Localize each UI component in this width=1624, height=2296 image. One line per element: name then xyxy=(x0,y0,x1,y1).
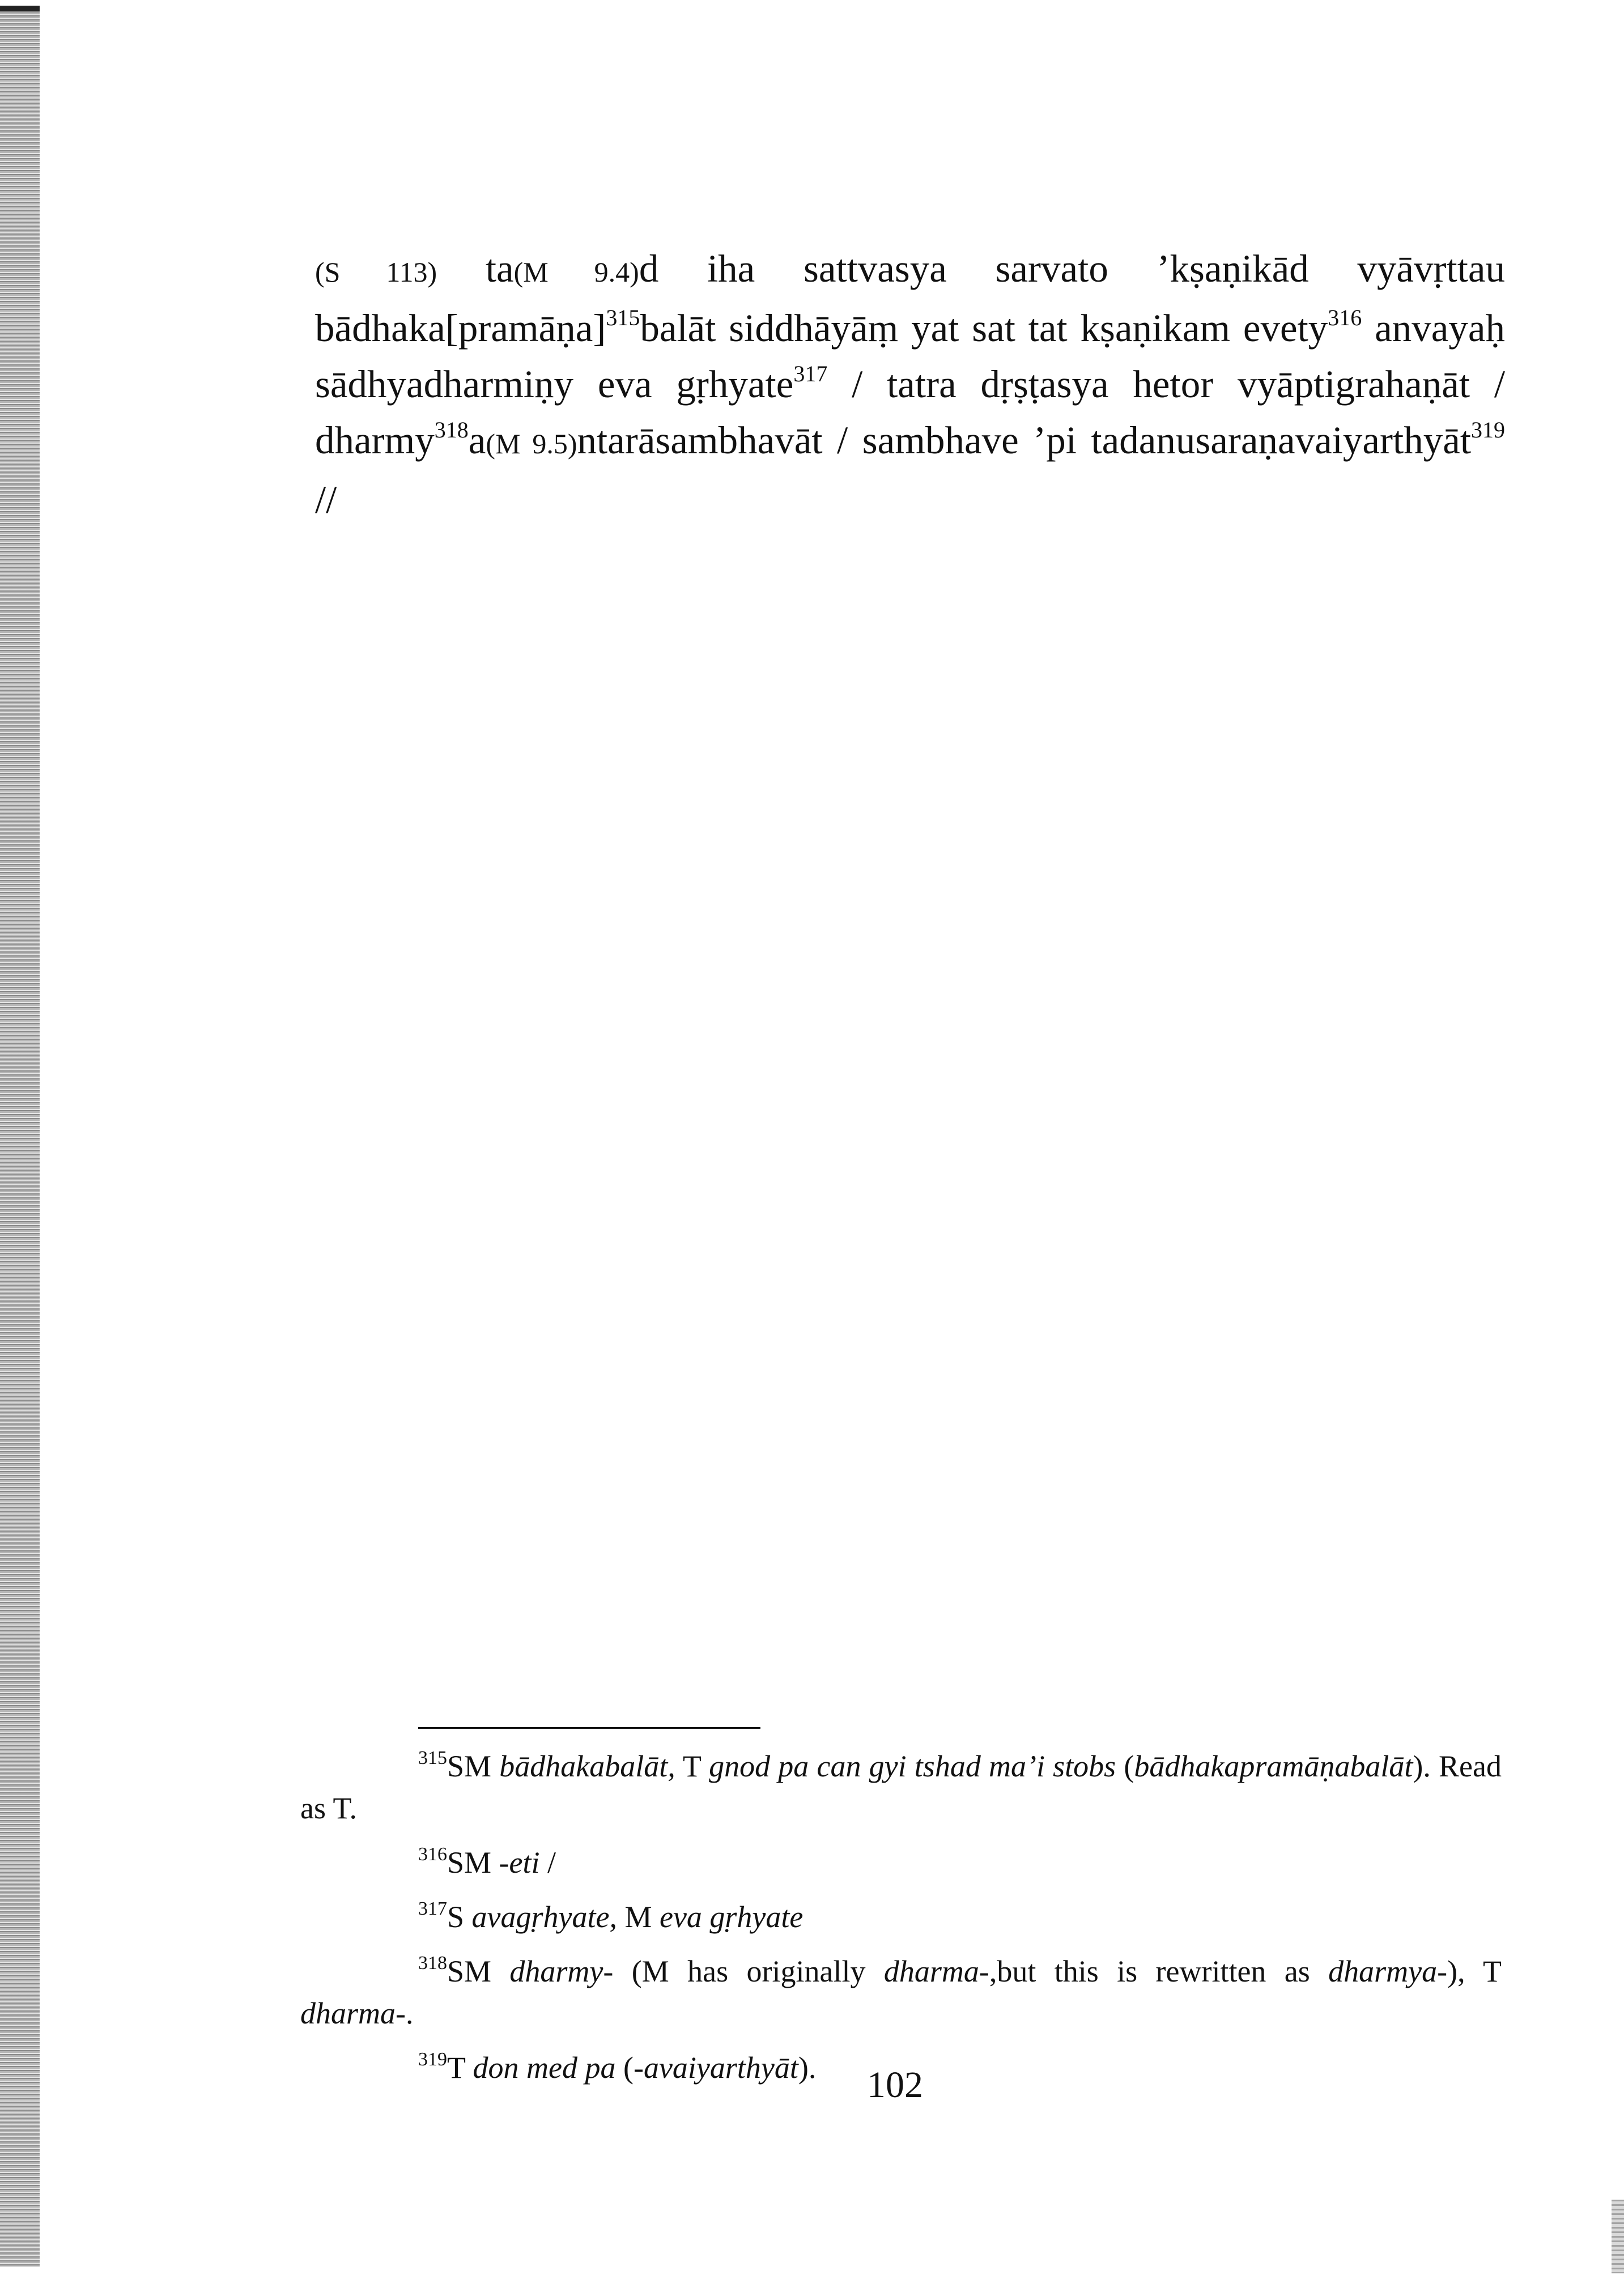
footnote-marker: 317 xyxy=(793,361,828,386)
footnote-text: (M has originally xyxy=(613,1954,884,1988)
footnote-italic-text: bādhakapramāṇabalāt xyxy=(1134,1749,1413,1783)
footnote-text: SM - xyxy=(447,1846,509,1880)
scan-edge-right xyxy=(1612,2200,1624,2273)
footnote-text: S xyxy=(447,1900,472,1934)
footnote-italic-text: gnod pa can gyi tshad ma’i stobs xyxy=(709,1749,1116,1783)
footnote-italic-text: don med pa xyxy=(473,2051,616,2085)
footnote-italic-text: avagṛhyate, xyxy=(471,1900,617,1934)
footnote-text: M xyxy=(617,1900,660,1934)
footnote-marker: 315 xyxy=(606,305,640,330)
footnote-italic-text: dharmya- xyxy=(1328,1954,1448,1988)
text-segment: ta xyxy=(437,247,514,290)
footnote-number: 316 xyxy=(418,1844,447,1865)
footnote-italic-text: dharma- xyxy=(883,1954,989,1988)
footnote-italic-text: eti xyxy=(509,1846,540,1880)
scan-edge-left xyxy=(0,11,40,2267)
footnote-number: 319 xyxy=(418,2049,447,2070)
footnote-italic-text: dharmy- xyxy=(509,1954,614,1988)
footnotes-section xyxy=(300,1745,1502,2101)
footnote-number: 318 xyxy=(418,1953,447,1974)
source-reference: (M 9.5) xyxy=(486,428,577,460)
page-number: 102 xyxy=(867,2064,923,2106)
footnote-text: / xyxy=(539,1846,556,1880)
source-reference: (M 9.4) xyxy=(513,256,639,288)
text-segment: a xyxy=(468,419,486,462)
footnote-text: ). xyxy=(798,2051,817,2085)
footnote-number: 315 xyxy=(418,1747,447,1768)
main-paragraph xyxy=(315,241,1505,528)
footnote-text: ,but this is rewritten as xyxy=(989,1954,1329,1988)
footnote xyxy=(300,1950,1502,2034)
footnote-text: (- xyxy=(615,2051,644,2085)
text-segment: anvayaḥ sādhyadharmiṇy eva gṛhyate xyxy=(315,307,1505,406)
footnote xyxy=(300,1745,1502,1829)
footnote-text: SM xyxy=(447,1749,500,1783)
source-reference: (S 113) xyxy=(315,256,437,288)
footnote-marker: 318 xyxy=(434,417,469,443)
footnote-italic-text: bādhakabalāt, xyxy=(499,1749,675,1783)
footnote-number: 317 xyxy=(418,1898,447,1919)
footnote-text: T xyxy=(675,1749,709,1783)
footnote-text: SM xyxy=(447,1954,510,1988)
footnote-text: ), T xyxy=(1447,1954,1502,1988)
footnote-italic-text: avaiyarthyāt xyxy=(643,2051,798,2085)
scan-edge-top xyxy=(0,6,40,11)
footnote-italic-text: eva gṛhyate xyxy=(659,1900,804,1934)
footnote-text: . xyxy=(406,1996,414,2030)
footnote-separator xyxy=(418,1727,760,1729)
text-segment: balāt siddhāyāṃ yat sat tat kṣaṇikam evety xyxy=(640,307,1328,350)
footnote-text: ). Read as T. xyxy=(300,1749,1502,1825)
footnote xyxy=(300,1842,1502,1883)
footnote-marker: 319 xyxy=(1471,417,1505,443)
footnote-marker: 316 xyxy=(1328,305,1362,330)
footnote-text: ( xyxy=(1116,1749,1134,1783)
footnote-text: T xyxy=(447,2051,473,2085)
text-segment: ntarāsambhavāt / sambhave ’pi tadanusaraṇavaiyarthyāt xyxy=(577,419,1471,462)
footnote-italic-text: dharma- xyxy=(300,1996,406,2030)
text-segment: / tatra dṛṣṭasya hetor vyāptigrahaṇāt / dharmy xyxy=(315,363,1505,462)
text-segment: d iha sattvasya sarvato ’kṣaṇikād vyāvṛttau bādhaka[pramāṇa] xyxy=(315,247,1505,350)
footnote xyxy=(300,1896,1502,1938)
text-segment: // xyxy=(315,478,337,521)
